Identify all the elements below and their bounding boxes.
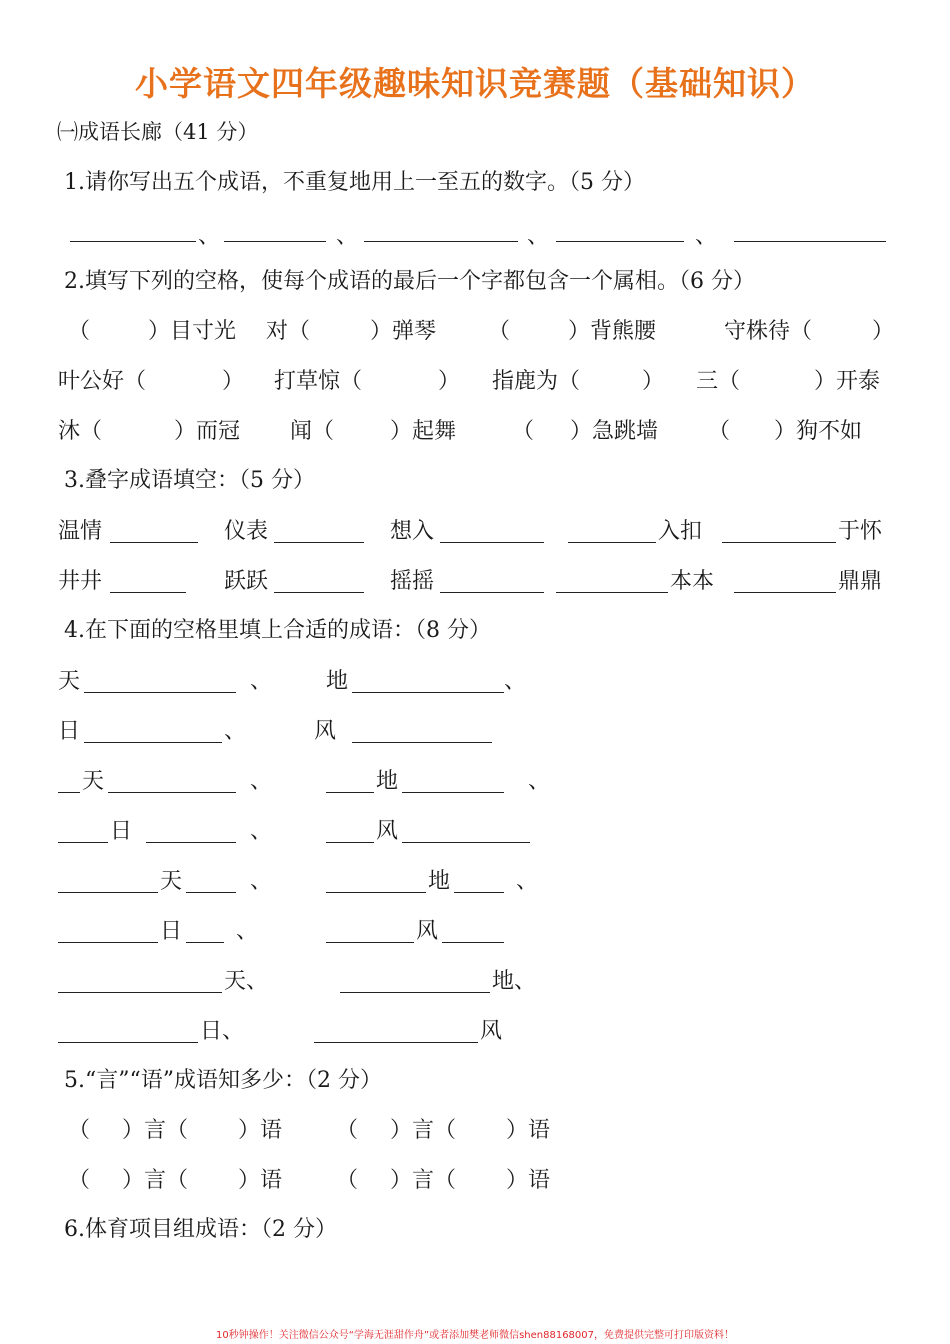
answer-blank[interactable]	[326, 792, 374, 793]
idiom-text: ）语	[506, 1168, 551, 1193]
idiom-text: 温情	[58, 519, 103, 544]
separator: 、	[250, 819, 273, 844]
section-heading: ㈠成语长廊（41 分）	[57, 120, 259, 144]
answer-blank[interactable]	[352, 692, 504, 693]
idiom-text: ）语	[238, 1168, 283, 1193]
answer-blank[interactable]	[186, 892, 236, 893]
separator: 、	[528, 769, 551, 794]
answer-blank[interactable]	[326, 892, 426, 893]
idiom-text: 鼎鼎	[838, 569, 883, 594]
answer-blank[interactable]	[556, 592, 668, 593]
separator: 、	[236, 919, 259, 944]
separator: 、	[514, 969, 537, 994]
idiom-char: 日	[200, 1019, 223, 1044]
answer-blank[interactable]	[440, 542, 544, 543]
idiom-text: 跃跃	[224, 569, 269, 594]
separator: 、	[516, 869, 539, 894]
question-3: 3.叠字成语填空：（5 分）	[64, 468, 315, 493]
answer-blank[interactable]	[314, 1042, 478, 1043]
separator: 、	[336, 224, 359, 249]
idiom-char: 地	[376, 769, 399, 794]
idiom-text: 入扣	[658, 519, 703, 544]
idiom-text: 叶公好（	[58, 369, 147, 394]
answer-blank[interactable]	[734, 592, 836, 593]
answer-blank[interactable]	[326, 942, 414, 943]
idiom-text: ）语	[506, 1118, 551, 1143]
answer-blank[interactable]	[402, 842, 530, 843]
idiom-text: （	[68, 319, 91, 344]
idiom-char: 地	[428, 869, 451, 894]
idiom-text: （	[708, 419, 731, 444]
idiom-text: ）而冠	[174, 419, 241, 444]
idiom-text: ）狗不如	[774, 419, 863, 444]
idiom-text: ）	[222, 369, 245, 394]
idiom-text: 闻（	[290, 419, 335, 444]
idiom-text: ）言（	[390, 1168, 457, 1193]
idiom-text: 摇摇	[390, 569, 435, 594]
answer-blank[interactable]	[70, 241, 196, 242]
idiom-text: 三（	[696, 369, 741, 394]
idiom-text: 井井	[58, 569, 103, 594]
answer-blank[interactable]	[556, 241, 684, 242]
separator: 、	[250, 869, 273, 894]
question-5: 5.“言”“语”成语知多少：（2 分）	[64, 1068, 382, 1093]
idiom-char: 日	[160, 919, 183, 944]
idiom-text: ）起舞	[390, 419, 457, 444]
answer-blank[interactable]	[274, 592, 364, 593]
idiom-text: （	[336, 1118, 359, 1143]
footer-notice: 10秒钟操作！关注微信公众号“学海无涯甜作舟”或者添加樊老师微信shen88168007，免费提供完整可打印版资料！	[215, 1330, 735, 1341]
separator: 、	[224, 719, 247, 744]
idiom-text: ）	[642, 369, 665, 394]
idiom-text: （	[512, 419, 535, 444]
answer-blank[interactable]	[108, 792, 236, 793]
idiom-text: （	[68, 1168, 91, 1193]
separator: 、	[527, 224, 550, 249]
separator: 、	[504, 669, 527, 694]
answer-blank[interactable]	[58, 1042, 198, 1043]
idiom-char: 风	[376, 819, 399, 844]
answer-blank[interactable]	[58, 942, 158, 943]
idiom-char: 地	[492, 969, 515, 994]
idiom-char: 风	[480, 1019, 503, 1044]
answer-blank[interactable]	[402, 792, 504, 793]
question-2: 2.填写下列的空格，使每个成语的最后一个字都包含一个属相。（6 分）	[64, 269, 755, 294]
idiom-char: 地	[326, 669, 349, 694]
idiom-text: 想入	[390, 519, 435, 544]
idiom-text: 仪表	[224, 519, 269, 544]
answer-blank[interactable]	[568, 542, 656, 543]
answer-blank[interactable]	[326, 842, 374, 843]
answer-blank[interactable]	[352, 742, 492, 743]
idiom-char: 日	[110, 819, 133, 844]
idiom-char: 风	[314, 719, 337, 744]
idiom-char: 天	[160, 869, 183, 894]
idiom-text: 于怀	[838, 519, 883, 544]
idiom-text: ）弹琴	[370, 319, 437, 344]
idiom-text: 本本	[670, 569, 715, 594]
answer-blank[interactable]	[224, 241, 326, 242]
separator: 、	[246, 969, 269, 994]
idiom-text: ）	[872, 319, 895, 344]
answer-blank[interactable]	[442, 942, 504, 943]
answer-blank[interactable]	[58, 842, 108, 843]
idiom-char: 天	[224, 969, 247, 994]
idiom-text: ）言（	[122, 1168, 189, 1193]
answer-blank[interactable]	[722, 542, 836, 543]
idiom-text: （	[68, 1118, 91, 1143]
answer-blank[interactable]	[84, 692, 236, 693]
answer-blank[interactable]	[274, 542, 364, 543]
answer-blank[interactable]	[440, 592, 544, 593]
answer-blank[interactable]	[146, 842, 236, 843]
separator: 、	[222, 1019, 245, 1044]
page-title: 小学语文四年级趣味知识竞赛题（基础知识）	[135, 64, 815, 103]
separator: 、	[695, 224, 718, 249]
idiom-text: ）言（	[122, 1118, 189, 1143]
idiom-char: 风	[416, 919, 439, 944]
idiom-text: 守株待（	[724, 319, 813, 344]
idiom-text: 指鹿为（	[492, 369, 581, 394]
idiom-text: 打草惊（	[274, 369, 363, 394]
answer-blank[interactable]	[58, 792, 80, 793]
idiom-text: ）开泰	[814, 369, 881, 394]
idiom-char: 天	[58, 669, 81, 694]
question-6: 6.体育项目组成语：（2 分）	[64, 1217, 337, 1242]
idiom-text: ）背熊腰	[568, 319, 657, 344]
answer-blank[interactable]	[186, 942, 224, 943]
idiom-text: （	[336, 1168, 359, 1193]
idiom-char: 日	[58, 719, 81, 744]
idiom-text: 对（	[266, 319, 311, 344]
question-1: 1.请你写出五个成语，不重复地用上一至五的数字。（5 分）	[64, 170, 645, 195]
idiom-text: ）目寸光	[148, 319, 237, 344]
answer-blank[interactable]	[364, 241, 518, 242]
answer-blank[interactable]	[58, 992, 222, 993]
answer-blank[interactable]	[340, 992, 490, 993]
answer-blank[interactable]	[84, 742, 222, 743]
answer-blank[interactable]	[58, 892, 158, 893]
idiom-text: ）语	[238, 1118, 283, 1143]
idiom-text: ）急跳墙	[570, 419, 659, 444]
separator: 、	[198, 224, 221, 249]
idiom-text: （	[488, 319, 511, 344]
idiom-text: 沐（	[58, 419, 103, 444]
idiom-text: ）	[438, 369, 461, 394]
separator: 、	[250, 669, 273, 694]
question-4: 4.在下面的空格里填上合适的成语：（8 分）	[64, 618, 491, 643]
idiom-char: 天	[82, 769, 105, 794]
separator: 、	[250, 769, 273, 794]
answer-blank[interactable]	[454, 892, 504, 893]
answer-blank[interactable]	[110, 542, 198, 543]
answer-blank[interactable]	[734, 241, 886, 242]
idiom-text: ）言（	[390, 1118, 457, 1143]
answer-blank[interactable]	[110, 592, 186, 593]
